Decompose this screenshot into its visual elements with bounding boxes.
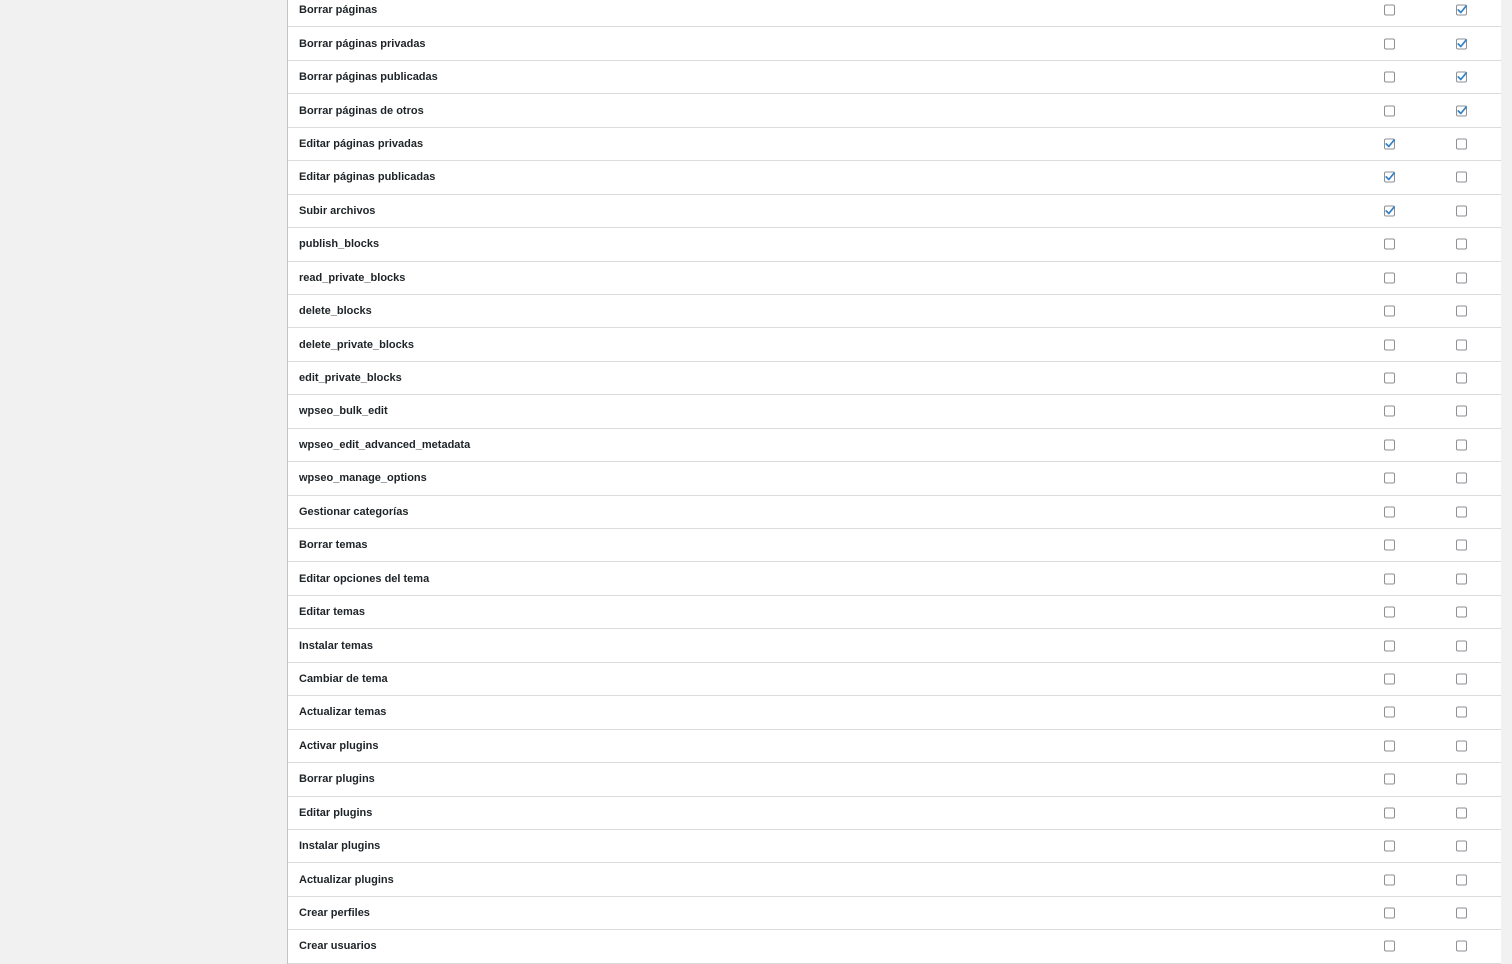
capability-checkbox-column-1[interactable] [1384, 941, 1395, 952]
capability-label: Borrar temas [299, 539, 368, 552]
capability-checkbox-column-1[interactable] [1384, 707, 1395, 718]
capability-checkbox-column-1[interactable] [1384, 72, 1395, 83]
capability-label: Subir archivos [299, 204, 376, 217]
capability-checkbox-column-2[interactable] [1456, 172, 1467, 183]
capability-label: Borrar páginas publicadas [299, 71, 438, 84]
capability-label: wpseo_bulk_edit [299, 405, 388, 418]
capability-checkbox-column-2[interactable] [1456, 306, 1467, 317]
capability-row [288, 496, 1501, 529]
capability-row [288, 61, 1501, 94]
capability-checkbox-column-2[interactable] [1456, 205, 1467, 216]
capability-checkbox-column-2[interactable] [1456, 506, 1467, 517]
capability-checkbox-column-2[interactable] [1456, 272, 1467, 283]
capability-checkbox-column-1[interactable] [1384, 908, 1395, 919]
capability-row [288, 830, 1501, 863]
capability-row [288, 897, 1501, 930]
capability-checkbox-column-1[interactable] [1384, 807, 1395, 818]
capability-label: Crear usuarios [299, 940, 377, 953]
capability-checkbox-column-2[interactable] [1456, 673, 1467, 684]
capability-checkbox-column-1[interactable] [1384, 38, 1395, 49]
capability-label: delete_private_blocks [299, 338, 414, 351]
capability-checkbox-column-2[interactable] [1456, 72, 1467, 83]
capability-row [288, 797, 1501, 830]
capability-checkbox-column-1[interactable] [1384, 673, 1395, 684]
capability-checkbox-column-1[interactable] [1384, 406, 1395, 417]
checkmark-icon [1456, 71, 1468, 83]
capabilities-table [287, 0, 1502, 964]
capability-checkbox-column-2[interactable] [1456, 540, 1467, 551]
capability-checkbox-column-2[interactable] [1456, 339, 1467, 350]
capability-label: read_private_blocks [299, 271, 406, 284]
capability-checkbox-column-2[interactable] [1456, 740, 1467, 751]
capability-checkbox-column-1[interactable] [1384, 5, 1395, 16]
capability-row [288, 629, 1501, 662]
capability-label: Editar páginas publicadas [299, 171, 436, 184]
capability-row [288, 930, 1501, 963]
capability-label: delete_blocks [299, 305, 372, 318]
capability-checkbox-column-2[interactable] [1456, 439, 1467, 450]
capability-label: Editar temas [299, 606, 366, 619]
capability-checkbox-column-2[interactable] [1456, 473, 1467, 484]
capability-row [288, 663, 1501, 696]
capability-checkbox-column-1[interactable] [1384, 841, 1395, 852]
checkmark-icon [1456, 4, 1468, 16]
capability-checkbox-column-1[interactable] [1384, 473, 1395, 484]
capability-row [288, 295, 1501, 328]
capability-row [288, 863, 1501, 896]
capability-label: publish_blocks [299, 238, 380, 251]
capability-row [288, 730, 1501, 763]
capability-checkbox-column-2[interactable] [1456, 908, 1467, 919]
capability-row [288, 128, 1501, 161]
capability-checkbox-column-1[interactable] [1384, 105, 1395, 116]
capability-checkbox-column-1[interactable] [1384, 874, 1395, 885]
capability-row [288, 596, 1501, 629]
capability-label: Gestionar categorías [299, 505, 409, 518]
capability-label: wpseo_edit_advanced_metadata [299, 438, 471, 451]
capability-checkbox-column-2[interactable] [1456, 573, 1467, 584]
capability-checkbox-column-1[interactable] [1384, 607, 1395, 618]
capability-row [288, 328, 1501, 361]
capability-label: wpseo_manage_options [299, 472, 427, 485]
capability-row [288, 228, 1501, 261]
capability-label: Actualizar temas [299, 706, 387, 719]
capability-checkbox-column-2[interactable] [1456, 38, 1467, 49]
capability-row [288, 562, 1501, 595]
capability-row [288, 362, 1501, 395]
checkmark-icon [1384, 204, 1396, 216]
capability-checkbox-column-2[interactable] [1456, 239, 1467, 250]
capability-row [288, 195, 1501, 228]
capability-label: Instalar plugins [299, 840, 381, 853]
capability-checkbox-column-1[interactable] [1384, 306, 1395, 317]
capability-label: Borrar páginas privadas [299, 37, 426, 50]
capability-checkbox-column-1[interactable] [1384, 373, 1395, 384]
capability-label: Editar páginas privadas [299, 137, 424, 150]
capability-checkbox-column-1[interactable] [1384, 740, 1395, 751]
capability-checkbox-column-2[interactable] [1456, 774, 1467, 785]
capability-checkbox-column-2[interactable] [1456, 607, 1467, 618]
capability-label: Borrar plugins [299, 773, 375, 786]
capability-label: Actualizar plugins [299, 873, 394, 886]
capability-checkbox-column-1[interactable] [1384, 774, 1395, 785]
capability-checkbox-column-1[interactable] [1384, 506, 1395, 517]
capability-row [288, 529, 1501, 562]
capability-checkbox-column-2[interactable] [1456, 841, 1467, 852]
capability-label: Editar plugins [299, 806, 373, 819]
capability-checkbox-column-1[interactable] [1384, 439, 1395, 450]
capability-label: Activar plugins [299, 739, 379, 752]
capability-checkbox-column-2[interactable] [1456, 105, 1467, 116]
page-right-gutter [1501, 0, 1512, 964]
capability-checkbox-column-1[interactable] [1384, 272, 1395, 283]
capability-checkbox-column-2[interactable] [1456, 5, 1467, 16]
capability-checkbox-column-1[interactable] [1384, 339, 1395, 350]
capability-checkbox-column-1[interactable] [1384, 205, 1395, 216]
capability-row [288, 395, 1501, 428]
capability-checkbox-column-1[interactable] [1384, 573, 1395, 584]
capability-checkbox-column-2[interactable] [1456, 640, 1467, 651]
capability-label: Crear perfiles [299, 907, 370, 920]
capability-row [288, 262, 1501, 295]
capability-checkbox-column-2[interactable] [1456, 707, 1467, 718]
capability-label: Borrar páginas [299, 4, 378, 17]
capability-checkbox-column-2[interactable] [1456, 941, 1467, 952]
checkmark-icon [1384, 137, 1396, 149]
capability-label: Instalar temas [299, 639, 373, 652]
capability-label: edit_private_blocks [299, 372, 402, 385]
capability-label: Borrar páginas de otros [299, 104, 424, 117]
capability-checkbox-column-2[interactable] [1456, 373, 1467, 384]
checkmark-icon [1456, 104, 1468, 116]
capability-row [288, 94, 1501, 127]
capability-label: Editar opciones del tema [299, 572, 430, 585]
capability-checkbox-column-2[interactable] [1456, 406, 1467, 417]
capability-row [288, 27, 1501, 60]
capability-row [288, 462, 1501, 495]
capability-row [288, 161, 1501, 194]
capability-checkbox-column-1[interactable] [1384, 640, 1395, 651]
capability-checkbox-column-2[interactable] [1456, 807, 1467, 818]
capability-checkbox-column-2[interactable] [1456, 874, 1467, 885]
capability-checkbox-column-2[interactable] [1456, 138, 1467, 149]
capability-row [288, 429, 1501, 462]
capability-checkbox-column-1[interactable] [1384, 540, 1395, 551]
capability-checkbox-column-1[interactable] [1384, 138, 1395, 149]
capability-checkbox-column-1[interactable] [1384, 172, 1395, 183]
capability-label: Cambiar de tema [299, 672, 388, 685]
checkmark-icon [1384, 171, 1396, 183]
checkmark-icon [1456, 37, 1468, 49]
capability-row [288, 696, 1501, 729]
capability-row [288, 763, 1501, 796]
capability-checkbox-column-1[interactable] [1384, 239, 1395, 250]
capability-row [288, 0, 1501, 27]
admin-left-gutter [0, 0, 287, 964]
